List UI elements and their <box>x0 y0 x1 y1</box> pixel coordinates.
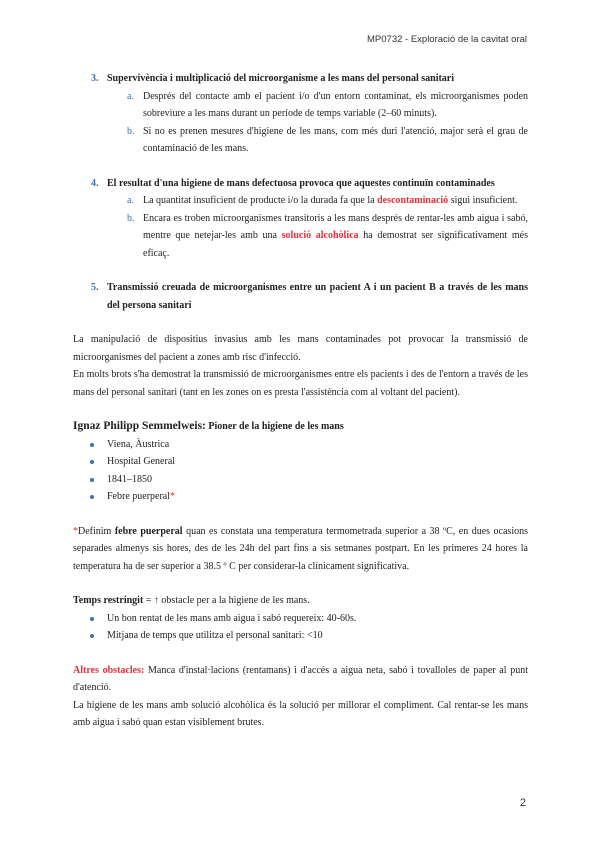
page-number: 2 <box>519 797 526 809</box>
semmelweis-heading: Ignaz Philipp Semmelweis: Pioner de la higiene de les mans <box>73 420 344 432</box>
highlight-term: descontaminació <box>377 195 449 206</box>
sub-item-4a: a. La quantitat insuficient de producte i/o la durada fa que la descontaminació sigui insuficient. <box>127 195 518 206</box>
item-title: El resultat d'una higiene de mans defectuosa provoca que aquestes continuïn contaminades <box>107 177 495 189</box>
numbered-item-5 <box>73 279 528 314</box>
paragraph-invasive-devices: La manipulació de dispositius invasius amb les mans contaminades pot provocar la transmissió de microorganismes del pacient a zones amb risc d'infecció. <box>73 334 528 363</box>
paragraph-outbreaks: En molts brots s'ha demostrat la transmissió de microorganismes entre els pacients i des de l'entorn a través de les mans del personal sanitari (tant en les zones on es presta l'assistència com al voltant del pacient). <box>73 369 528 398</box>
item-title: Supervivència i multiplicació del microorganisme a les mans del personal sanitari <box>107 73 455 84</box>
bullet-icon <box>90 495 94 499</box>
item-marker: 5. <box>91 282 99 293</box>
bullet-item: Mitjana de temps que utilitza el personal sanitari: <10 <box>73 627 528 645</box>
final-paragraph: La higiene de les mans amb solució alcohòlica és la solució per millorar el compliment. Cal rentar-se les mans amb aigua i sabó quan estan visiblement brutes. <box>73 699 528 728</box>
bullet-icon <box>90 460 94 464</box>
sub-item-4b: b. Encara es troben microorganismes transitoris a les mans després de rentar-les amb aigua i sabó, mentre que netejar-les amb una solució alcohòlica ha demostrat ser significativament més eficaç. <box>127 212 528 259</box>
bullet-icon <box>90 617 94 621</box>
numbered-item-3 <box>73 70 528 88</box>
sub-item-3a: a. Després del contacte amb el pacient i/o d'un entorn contaminat, els microorganismes poden sobreviure a les mans durant un període de temps variable (2–60 minuts). <box>127 90 528 119</box>
bullet-item: Febre puerperal* <box>73 488 528 506</box>
highlight-term: solució alcohòlica <box>281 230 359 241</box>
obstacles-paragraph: Altres obstacles: Manca d'instal·lacions (rentamans) i d'accés a aigua neta, sabó i tovalloles de paper al punt d'atenció. <box>73 664 528 693</box>
bullet-item: Un bon rentat de les mans amb aigua i sabó requereix: 40-60s. <box>73 610 528 628</box>
page-header: MP0732 - Exploració de la cavitat oral <box>367 34 527 45</box>
document-body <box>73 70 528 732</box>
item-marker: 4. <box>91 177 99 189</box>
bullet-icon <box>90 443 94 447</box>
sub-item-3b: b. Si no es prenen mesures d'higiene de les mans, com més duri l'atenció, major serà el grau de contaminació de les mans. <box>127 125 528 154</box>
item-marker: 3. <box>91 73 99 84</box>
bullet-icon <box>90 634 94 638</box>
definition-paragraph: *Definim febre puerperal quan es constata una temperatura termometrada superior a 38 ºC, en dues ocasions separades almenys sis hores, des de les 24h del part fins a sis setmanes postpart. En les primeres 24 hores la temperatura ha de ser superior a 38.5 º C per considerar-la clínicament significativa. <box>73 525 528 572</box>
bullet-icon <box>90 478 94 482</box>
bullet-item: Hospital General <box>73 453 528 471</box>
item-title: Transmissió creuada de microorganismes entre un pacient A i un pacient B a través de les mans del persona sanitari <box>107 282 528 311</box>
bullet-item: 1841–1850 <box>73 471 528 489</box>
time-paragraph: Temps restringit = ↑ obstacle per a la higiene de les mans. <box>73 595 310 606</box>
numbered-item-4 <box>73 175 528 193</box>
footnote-star: * <box>170 491 176 502</box>
bullet-item: Viena, Àustrica <box>73 436 528 454</box>
